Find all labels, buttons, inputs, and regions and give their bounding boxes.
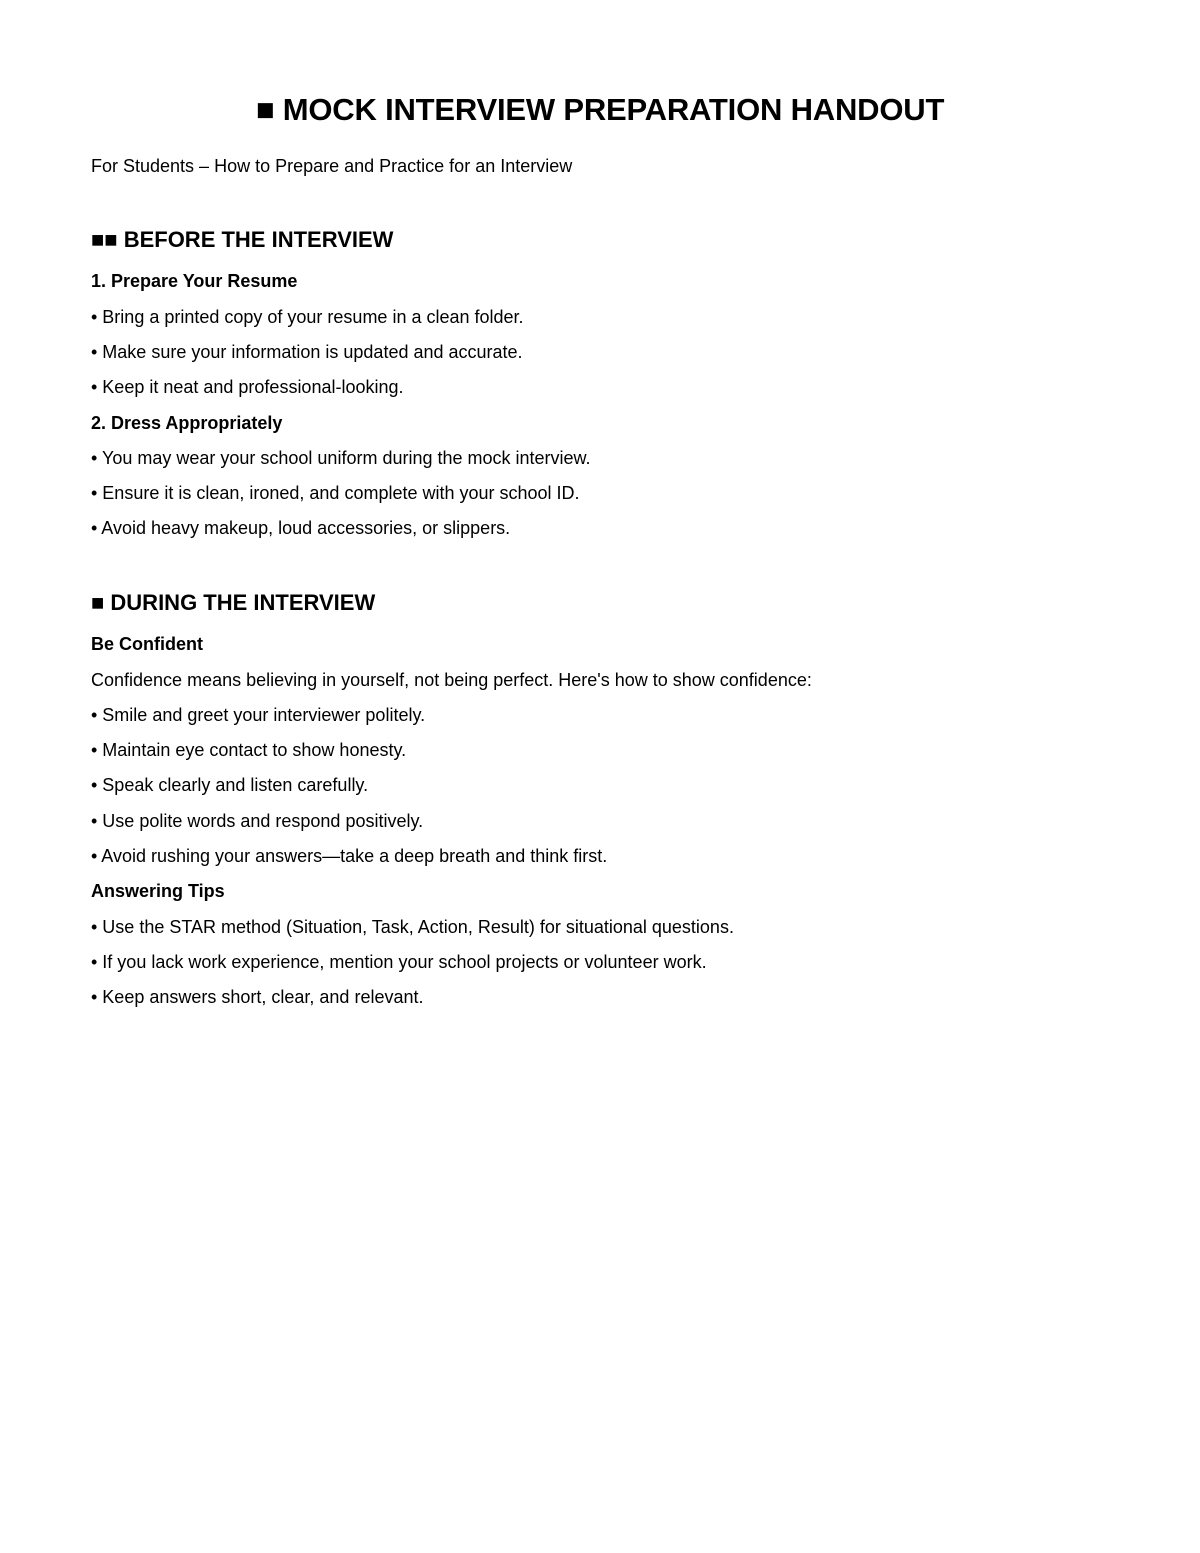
bullet-item: • Make sure your information is updated and accurate.	[91, 342, 523, 362]
paragraph-intro: Confidence means believing in yourself, not being perfect. Here's how to show confidence:	[91, 670, 812, 690]
subheading-answering-tips: Answering Tips	[91, 881, 225, 901]
section-heading-before: ■■ BEFORE THE INTERVIEW	[91, 227, 394, 252]
bullet-item: • Bring a printed copy of your resume in a clean folder.	[91, 307, 524, 327]
bullet-item: • Ensure it is clean, ironed, and complete with your school ID.	[91, 483, 580, 503]
section-heading-during: ■ DURING THE INTERVIEW	[91, 590, 376, 615]
bullet-item: • If you lack work experience, mention your school projects or volunteer work.	[91, 952, 707, 972]
bullet-item: • Use the STAR method (Situation, Task, Action, Result) for situational questions.	[91, 917, 734, 937]
bullet-item: • You may wear your school uniform during the mock interview.	[91, 448, 591, 468]
subheading-be-confident: Be Confident	[91, 634, 203, 654]
bullet-item: • Maintain eye contact to show honesty.	[91, 740, 407, 760]
bullet-item: • Use polite words and respond positively.	[91, 811, 424, 831]
bullet-item: • Keep it neat and professional-looking.	[91, 377, 404, 397]
subheading-dress: 2. Dress Appropriately	[91, 413, 283, 433]
bullet-item: • Keep answers short, clear, and relevant.	[91, 987, 424, 1007]
subheading-prepare-resume: 1. Prepare Your Resume	[91, 271, 298, 291]
bullet-item: • Smile and greet your interviewer politely.	[91, 705, 426, 725]
page-subtitle: For Students – How to Prepare and Practice for an Interview	[91, 156, 573, 176]
bullet-item: • Speak clearly and listen carefully.	[91, 775, 369, 795]
bullet-item: • Avoid heavy makeup, loud accessories, or slippers.	[91, 518, 511, 538]
bullet-item: • Avoid rushing your answers—take a deep breath and think first.	[91, 846, 608, 866]
page-title: ■ MOCK INTERVIEW PREPARATION HANDOUT	[255, 92, 945, 127]
